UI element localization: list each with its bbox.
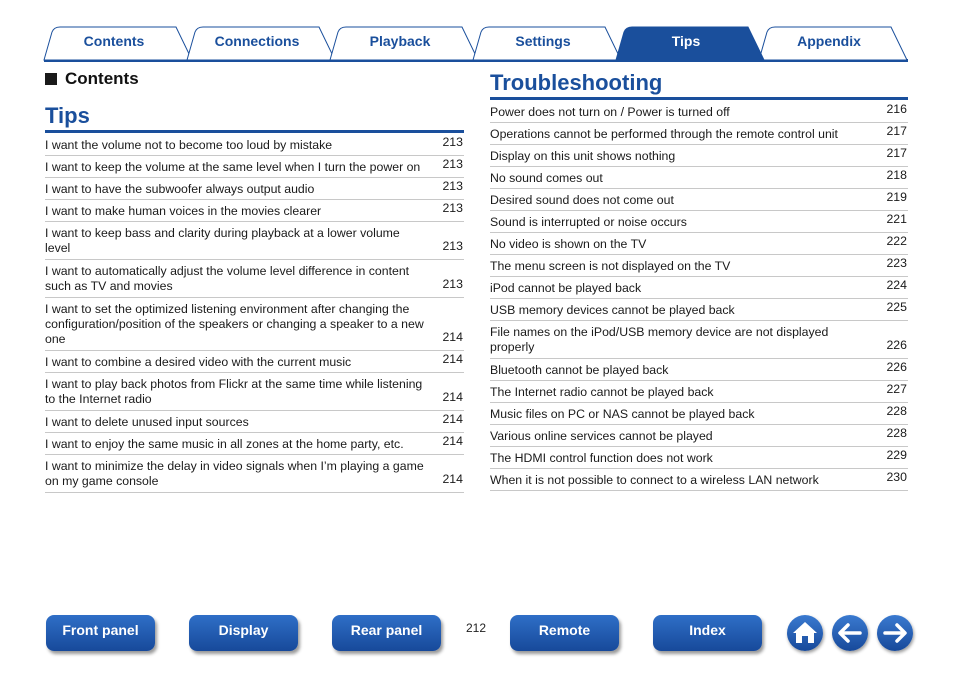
trouble-row-page: 228 [886,404,907,418]
trouble-row-page: 218 [886,168,907,182]
tip-row-text: I want to automatically adjust the volume level difference in content such as TV and movies [45,264,410,293]
tips-title: Tips [45,103,90,128]
display-button[interactable]: Display [189,615,298,651]
trouble-row-page: 222 [886,234,907,248]
index-button[interactable]: Index [653,615,762,651]
trouble-row-page: 226 [886,360,907,374]
tip-row[interactable] [45,200,464,222]
tip-row-text: I want the volume not to become too loud by mistake [45,138,333,152]
trouble-row[interactable] [490,359,908,381]
trouble-row-text: Desired sound does not come out [490,193,674,207]
trouble-row[interactable] [490,277,908,299]
tip-row[interactable] [45,351,464,373]
trouble-row[interactable] [490,233,908,255]
page-number: 212 [466,621,487,635]
trouble-row-page: 216 [886,102,907,116]
tip-row-page: 213 [442,239,463,253]
trouble-row-text: File names on the iPod/USB memory device are not displayed properly [490,325,829,354]
trouble-row-page: 224 [886,278,907,292]
trouble-row-page: 219 [886,190,907,204]
home-button[interactable] [787,615,823,651]
tip-row-page: 213 [442,179,463,193]
tip-row-text: I want to keep the volume at the same level when I turn the power on [45,160,421,174]
trouble-row[interactable] [490,255,908,277]
tip-row[interactable] [45,178,464,200]
trouble-row-page: 225 [886,300,907,314]
trouble-row[interactable] [490,189,908,211]
tip-row-page: 214 [442,472,463,486]
forward-button[interactable] [877,615,913,651]
tip-row[interactable] [45,260,464,298]
trouble-row-text: Power does not turn on / Power is turned off [490,105,730,119]
trouble-row-text: When it is not possible to connect to a wireless LAN network [490,473,819,487]
trouble-row-page: 230 [886,470,907,484]
trouble-row[interactable] [490,425,908,447]
tip-row-page: 213 [442,277,463,291]
troubleshooting-list [490,101,908,491]
arrow-right-icon [877,615,913,651]
trouble-row-page: 228 [886,426,907,440]
black-square-icon [45,73,57,85]
trouble-row-text: The HDMI control function does not work [490,451,713,465]
trouble-row-text: USB memory devices cannot be played back [490,303,735,317]
tip-row-text: I want to make human voices in the movies clearer [45,204,322,218]
tab-settings[interactable]: Settings [515,33,571,49]
home-icon [787,615,823,651]
troubleshooting-title: Troubleshooting [490,70,663,95]
tip-row-page: 213 [442,157,463,171]
tip-row-page: 214 [442,330,463,344]
trouble-row-text: Music files on PC or NAS cannot be played back [490,407,755,421]
tab-contents[interactable]: Contents [83,33,145,49]
trouble-row[interactable] [490,167,908,189]
front-panel-button[interactable]: Front panel [46,615,155,651]
tip-row-text: I want to set the optimized listening environment after changing the configuration/position of the speakers or changing a speaker to a new one [45,302,424,346]
trouble-row[interactable] [490,123,908,145]
trouble-row[interactable] [490,403,908,425]
chapter-tab-bar [0,0,954,62]
tip-row[interactable] [45,433,464,455]
arrow-left-icon [832,615,868,651]
tip-row-page: 214 [442,412,463,426]
contents-link-label: Contents [65,69,139,88]
tab-tips[interactable]: Tips [671,33,701,49]
trouble-row-text: No sound comes out [490,171,603,185]
trouble-row-page: 221 [886,212,907,226]
trouble-row[interactable] [490,211,908,233]
trouble-row-text: Operations cannot be performed through the remote control unit [490,127,838,141]
remote-button[interactable]: Remote [510,615,619,651]
trouble-row[interactable] [490,321,908,359]
contents-link[interactable] [45,69,139,89]
tip-row[interactable] [45,222,464,260]
tip-row[interactable] [45,411,464,433]
tab-playback[interactable]: Playback [369,33,431,49]
trouble-row-text: Various online services cannot be played [490,429,713,443]
trouble-row-text: iPod cannot be played back [490,281,642,295]
tip-row-page: 213 [442,201,463,215]
tab-connections[interactable]: Connections [214,33,300,49]
tips-title-rule [45,130,464,133]
trouble-row[interactable] [490,469,908,491]
trouble-row[interactable] [490,145,908,167]
troubleshooting-title-rule [490,97,908,100]
tip-row-page: 214 [442,434,463,448]
tip-row-text: I want to minimize the delay in video signals when I’m playing a game on my game console [45,459,424,488]
tip-row-text: I want to keep bass and clarity during playback at a lower volume level [45,226,400,255]
trouble-row-text: Display on this unit shows nothing [490,149,676,163]
trouble-row-text: The Internet radio cannot be played back [490,385,714,399]
tip-row-text: I want to enjoy the same music in all zones at the home party, etc. [45,437,404,451]
tip-row-text: I want to combine a desired video with the current music [45,355,352,369]
tip-row-text: I want to delete unused input sources [45,415,249,429]
tip-row[interactable] [45,373,464,411]
trouble-row-text: Bluetooth cannot be played back [490,363,669,377]
tip-row[interactable] [45,455,464,493]
tip-row-page: 214 [442,390,463,404]
back-button[interactable] [832,615,868,651]
trouble-row-page: 227 [886,382,907,396]
trouble-row-page: 226 [886,338,907,352]
tip-row-page: 213 [442,135,463,149]
tip-row-page: 214 [442,352,463,366]
trouble-row-text: No video is shown on the TV [490,237,647,251]
trouble-row-text: Sound is interrupted or noise occurs [490,215,687,229]
rear-panel-button[interactable]: Rear panel [332,615,441,651]
tab-appendix[interactable]: Appendix [797,33,861,49]
tip-row-text: I want to have the subwoofer always output audio [45,182,315,196]
tip-row[interactable] [45,134,464,156]
trouble-row-page: 223 [886,256,907,270]
trouble-row[interactable] [490,381,908,403]
trouble-row-page: 217 [886,146,907,160]
trouble-row-page: 229 [886,448,907,462]
trouble-row[interactable] [490,101,908,123]
tab-shapes [0,0,954,62]
tip-row[interactable] [45,298,464,351]
tip-row-text: I want to play back photos from Flickr at the same time while listening to the Internet radio [45,377,423,406]
trouble-row-page: 217 [886,124,907,138]
tips-list [45,134,464,493]
trouble-row[interactable] [490,447,908,469]
trouble-row-text: The menu screen is not displayed on the TV [490,259,731,273]
tip-row[interactable] [45,156,464,178]
trouble-row[interactable] [490,299,908,321]
